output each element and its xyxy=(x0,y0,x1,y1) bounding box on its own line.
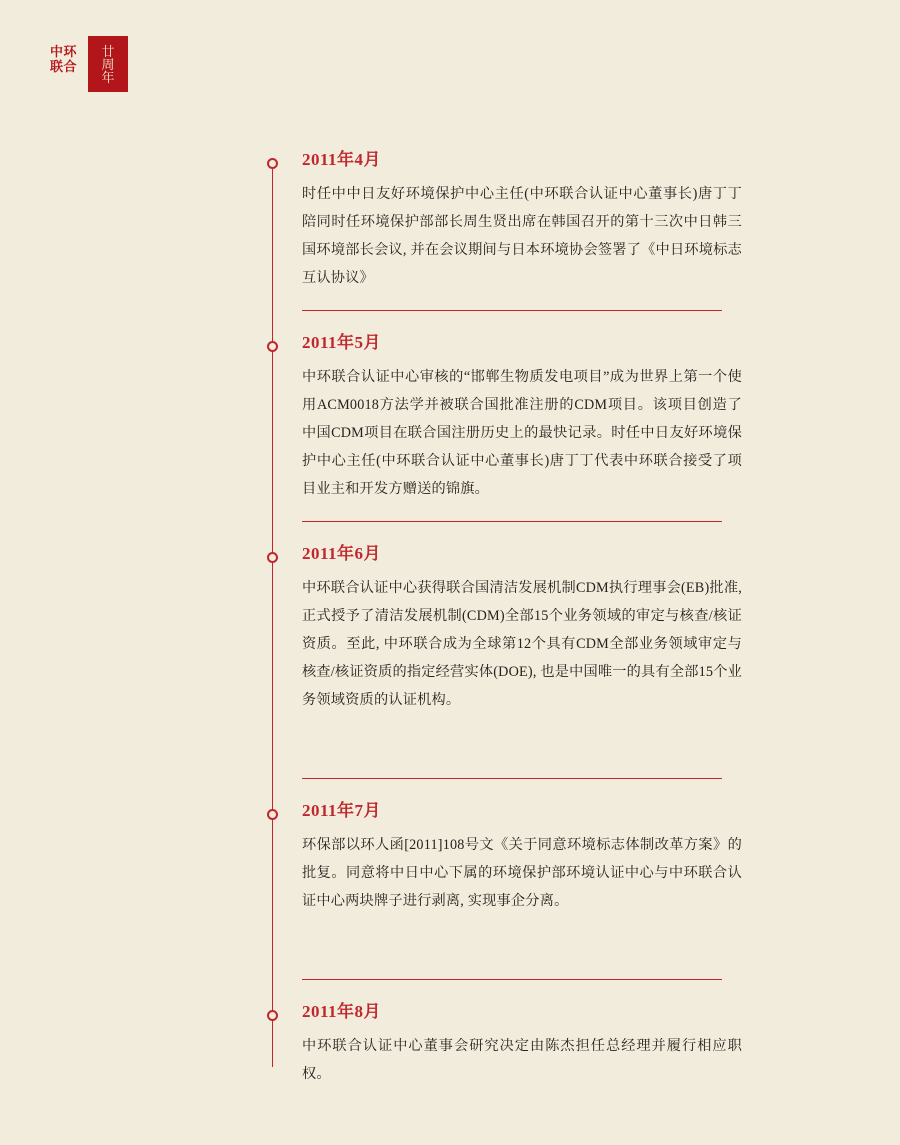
timeline-divider xyxy=(302,521,722,522)
timeline-dot-icon xyxy=(267,341,278,352)
timeline-entry xyxy=(272,150,742,292)
timeline-entry-date: 2011年5月 xyxy=(302,333,382,352)
timeline-dot-icon xyxy=(267,809,278,820)
timeline-entry-text: 中环联合认证中心审核的“邯郸生物质发电项目”成为世界上第一个使用ACM0018方法学并被联合国批准注册的CDM项目。该项目创造了中国CDM项目在联合国注册历史上的最快记录。时任中日友好环境保护中心主任(中环联合认证中心董事长)唐丁丁代表中环联合接受了项目业主和开发方赠送的锦旗。 xyxy=(302,369,742,497)
timeline-entry-date: 2011年7月 xyxy=(302,801,382,820)
logo-company-name: 中环联合 xyxy=(50,44,78,74)
timeline-entry-date: 2011年6月 xyxy=(302,544,382,563)
company-logo xyxy=(50,36,128,106)
timeline-divider xyxy=(302,310,722,311)
timeline-dot-icon xyxy=(267,1010,278,1021)
timeline-entry xyxy=(272,801,742,915)
timeline-entry-text: 时任中中日友好环境保护中心主任(中环联合认证中心董事长)唐丁丁陪同时任环境保护部部长周生贤出席在韩国召开的第十三次中日韩三国环境部长会议, 并在会议期间与日本环境协会签署了《中日环境标志互认协议》 xyxy=(302,186,742,286)
timeline-entry xyxy=(272,333,742,503)
seal-char-top: 廿 xyxy=(101,43,115,59)
timeline xyxy=(272,150,742,1088)
timeline-entry xyxy=(272,1002,742,1088)
timeline-entry-text: 环保部以环人函[2011]108号文《关于同意环境标志体制改革方案》的批复。同意将中日中心下属的环境保护部环境认证中心与中环联合认证中心两块牌子进行剥离, 实现事企分离。 xyxy=(302,837,742,909)
seal-char-mid: 周 xyxy=(101,56,115,72)
timeline-dot-icon xyxy=(267,158,278,169)
timeline-entry xyxy=(272,544,742,714)
anniversary-seal-icon xyxy=(88,36,128,92)
timeline-entry-date: 2011年4月 xyxy=(302,150,382,169)
spacer xyxy=(272,915,742,961)
timeline-divider xyxy=(302,778,722,779)
seal-char-bottom: 年 xyxy=(101,69,115,85)
spacer xyxy=(272,714,742,760)
timeline-divider xyxy=(302,979,722,980)
timeline-entry-date: 2011年8月 xyxy=(302,1002,382,1021)
timeline-entry-text: 中环联合认证中心董事会研究决定由陈杰担任总经理并履行相应职权。 xyxy=(302,1038,742,1082)
timeline-entry-text: 中环联合认证中心获得联合国清洁发展机制CDM执行理事会(EB)批准, 正式授予了清洁发展机制(CDM)全部15个业务领域的审定与核查/核证资质。至此, 中环联合成为全球第12个具有CDM全部业务领域审定与核查/核证资质的指定经营实体(DOE), 也是中国唯一的具有全部15个业务领域资质的认证机构。 xyxy=(302,580,742,708)
timeline-dot-icon xyxy=(267,552,278,563)
